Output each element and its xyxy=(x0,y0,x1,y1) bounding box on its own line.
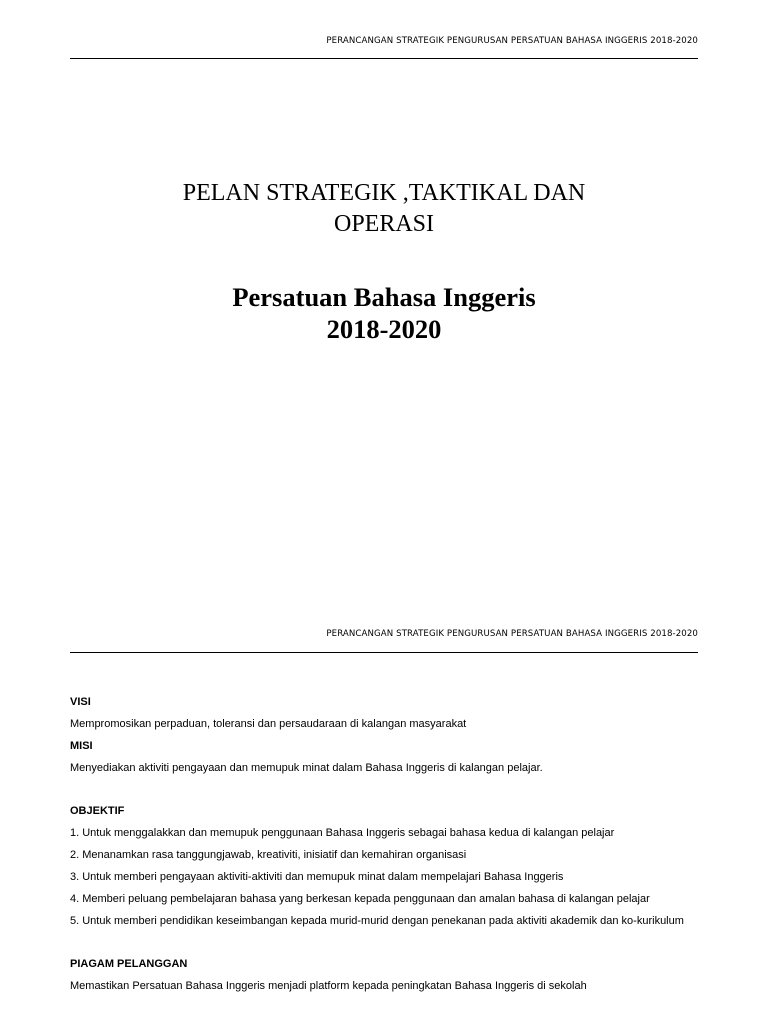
cover-title-line: PELAN STRATEGIK ,TAKTIKAL DAN xyxy=(182,180,586,206)
objektif-item: 5. Untuk memberi pendidikan keseimbangan kepada murid-murid dengan penekanan pada aktiviti akademik dan ko-kurikulum xyxy=(70,915,684,927)
misi-text: Menyediakan aktiviti pengayaan dan memupuk minat dalam Bahasa Inggeris di kalangan pelajar. xyxy=(70,762,543,774)
header-rule xyxy=(70,652,698,653)
cover-title-line: OPERASI xyxy=(333,211,435,237)
piagam-heading: PIAGAM PELANGGAN xyxy=(70,958,188,970)
visi-text: Mempromosikan perpaduan, toleransi dan persaudaraan di kalangan masyarakat xyxy=(70,718,467,730)
header-rule xyxy=(70,58,698,59)
cover-subtitle-line: Persatuan Bahasa Inggeris xyxy=(232,282,536,312)
cover-subtitle xyxy=(0,281,768,345)
objektif-item: 3. Untuk memberi pengayaan aktiviti-aktiviti dan memupuk minat dalam mempelajari Bahasa Inggeris xyxy=(70,871,564,883)
objektif-item: 2. Menanamkan rasa tanggungjawab, kreativiti, inisiatif dan kemahiran organisasi xyxy=(70,849,467,861)
cover-title xyxy=(0,178,768,240)
objektif-heading: OBJEKTIF xyxy=(70,805,125,817)
visi-heading: VISI xyxy=(70,696,91,708)
piagam-text: Memastikan Persatuan Bahasa Inggeris menjadi platform kepada peningkatan Bahasa Inggeris di sekolah xyxy=(70,980,587,992)
misi-heading: MISI xyxy=(70,740,93,752)
running-header: PERANCANGAN STRATEGIK PENGURUSAN PERSATUAN BAHASA INGGERIS 2018-2020 xyxy=(326,629,698,639)
running-header: PERANCANGAN STRATEGIK PENGURUSAN PERSATUAN BAHASA INGGERIS 2018-2020 xyxy=(326,36,698,46)
cover-subtitle-line: 2018-2020 xyxy=(326,314,442,344)
objektif-item: 1. Untuk menggalakkan dan memupuk penggunaan Bahasa Inggeris sebagai bahasa kedua di kalangan pelajar xyxy=(70,827,615,839)
objektif-item: 4. Memberi peluang pembelajaran bahasa yang berkesan kepada penggunaan dan amalan bahasa di kalangan pelajar xyxy=(70,893,650,905)
